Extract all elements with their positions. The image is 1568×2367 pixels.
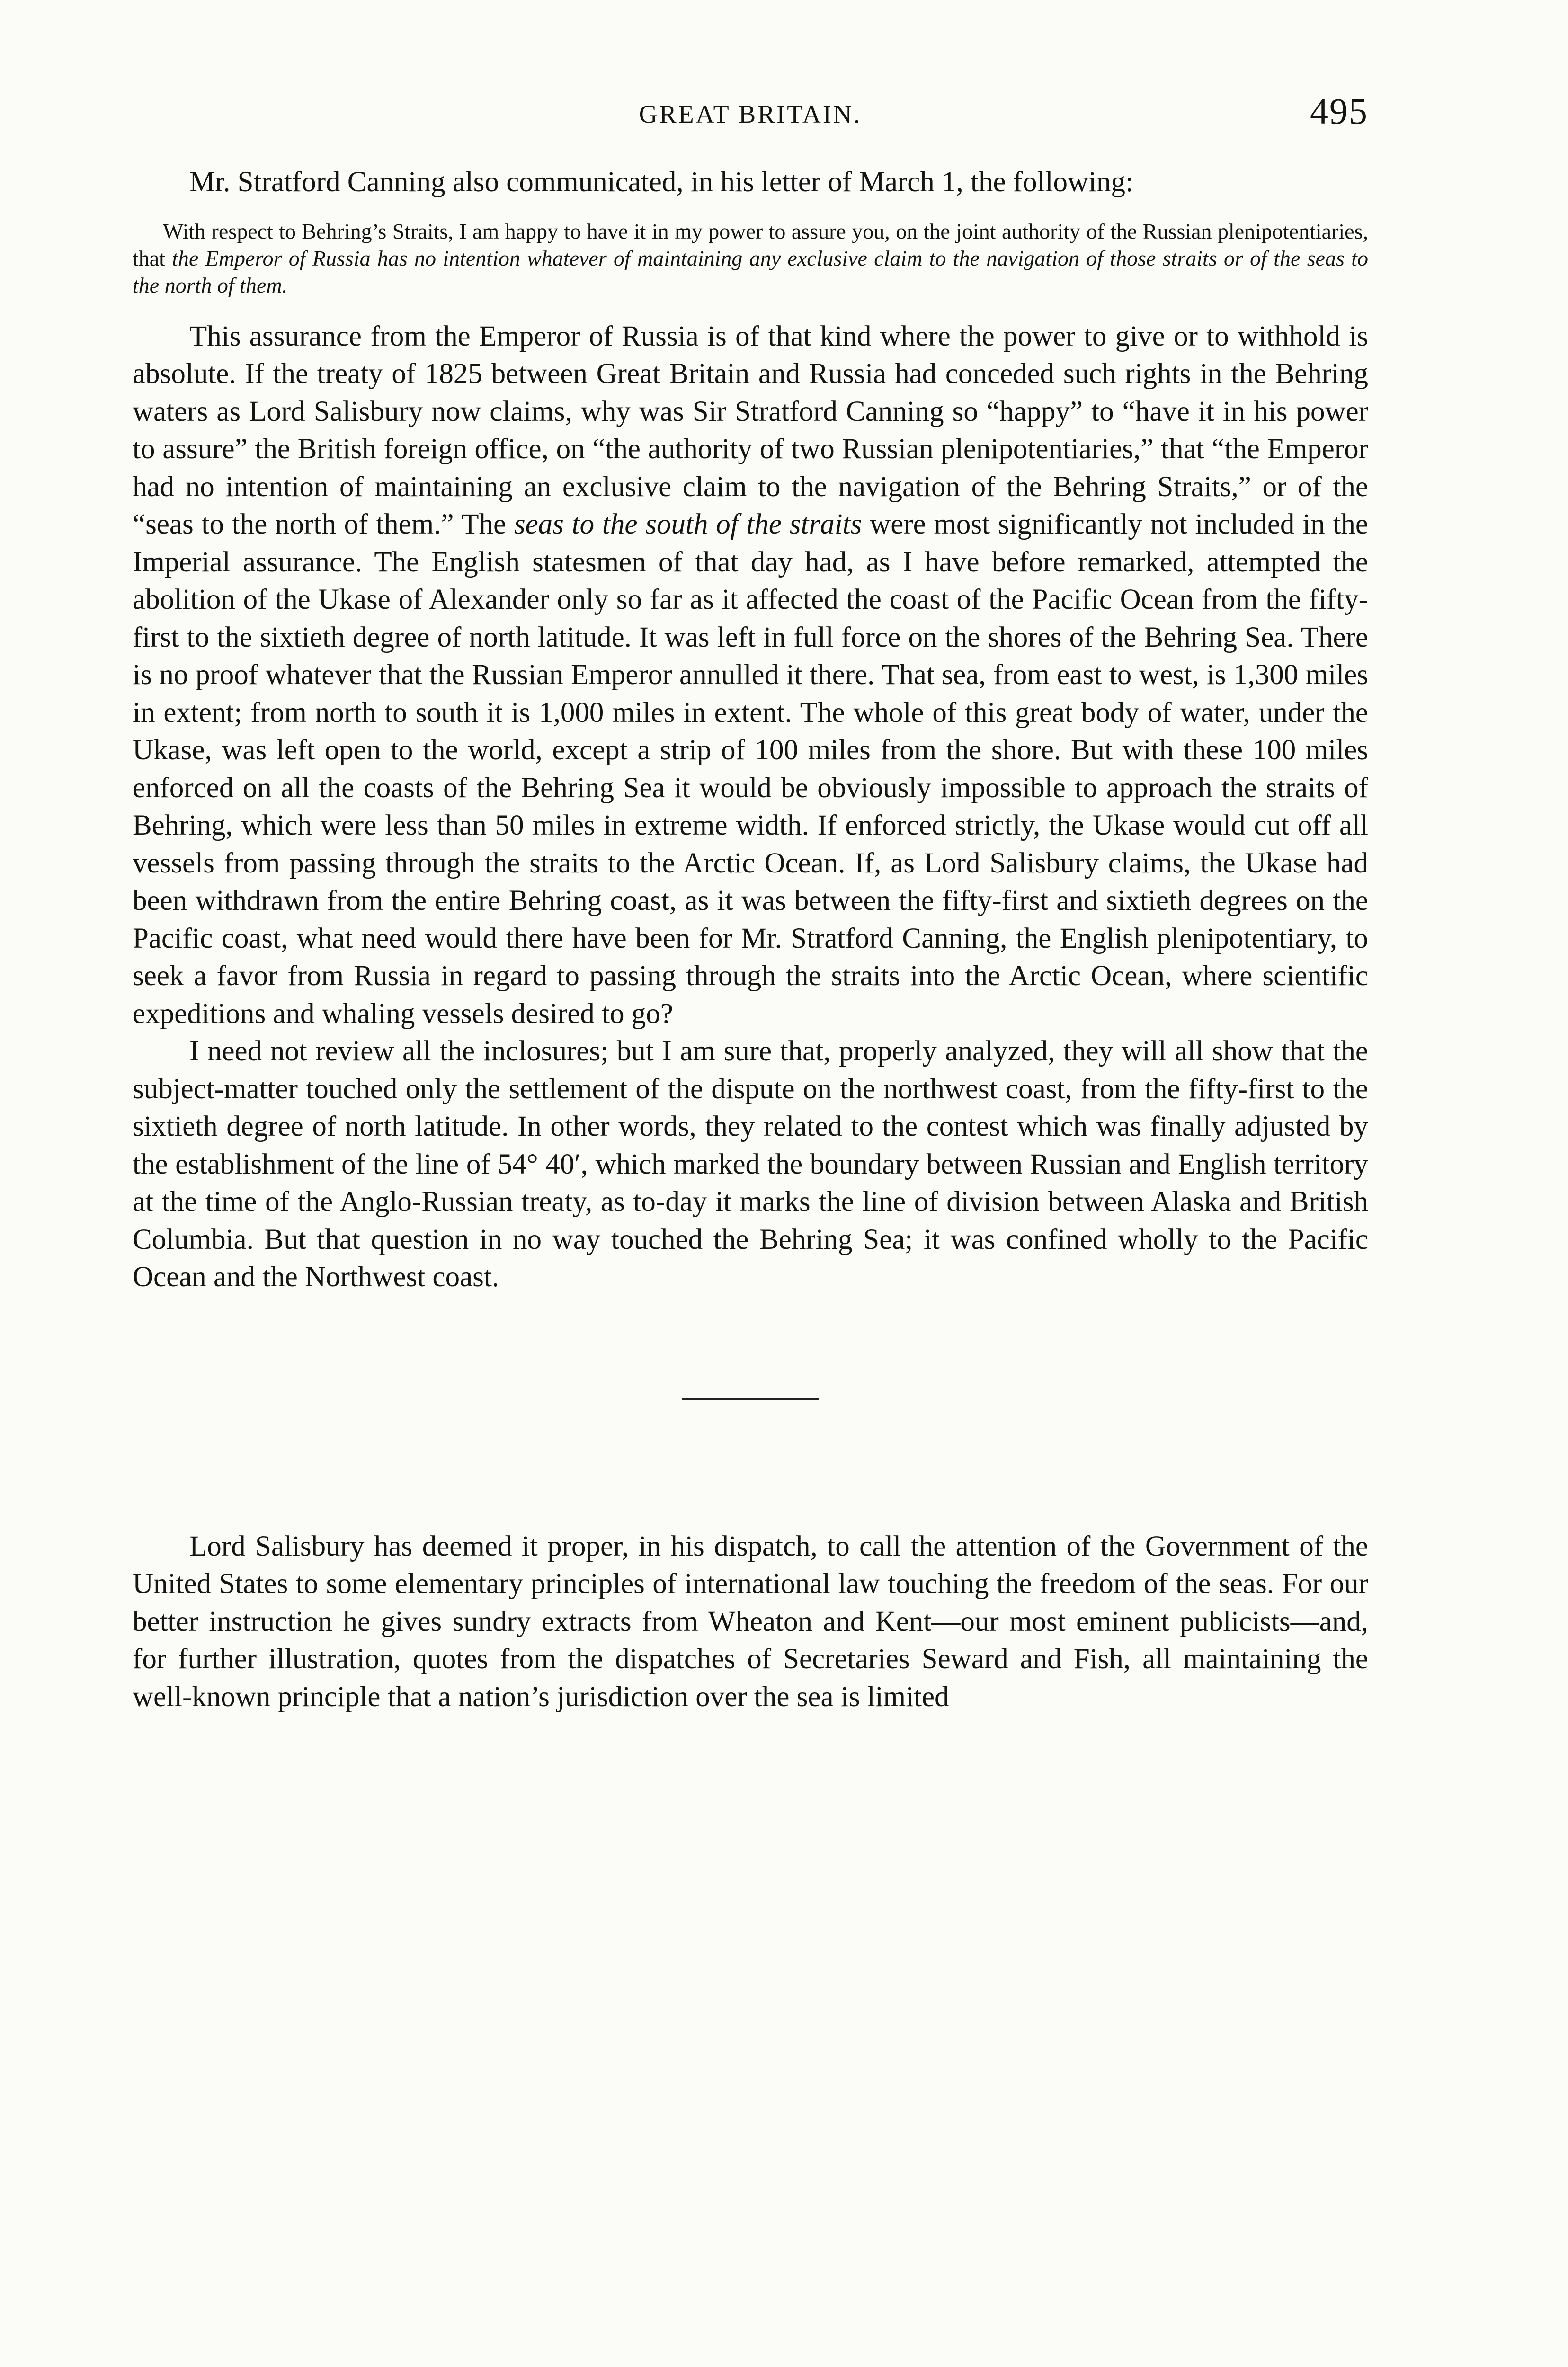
para1-text-after: were most significantly not included in the Imperial assurance. The English statesmen of that day had, as I have before remarked, attempted the abolition of the Ukase of Alexander only so far as it affected the coast of the Pacific Ocean from the fifty-first to the sixtieth degree of north latitude. It was left in full force on the shores of the Behring Sea. There is no proof whatever that the Russian Emperor annulled it there. That sea, from east to west, is 1,300 miles in extent; from north to south it is 1,000 miles in extent. The whole of this great body of water, under the Ukase, was left open to the world, except a strip of 100 miles from the shore. But with these 100 miles enforced on all the coasts of the Behring Sea it would be obviously impossible to approach the straits of Behring, which were less than 50 miles in extreme width. If enforced strictly, the Ukase would cut off all vessels from passing through the straits to the Arctic Ocean. If, as Lord Salisbury claims, the Ukase had been withdrawn from the entire Behring coast, as it was between the fifty-first and sixtieth degrees on the Pacific coast, what need would there have been for Mr. Stratford Canning, the English plenipotentiary, to seek a favor from Russia in regard to passing through the straits into the Arctic Ocean, where scientific expeditions and whaling vessels desired to go?: [133, 508, 1368, 1030]
section-divider-rule: [682, 1398, 819, 1400]
body-paragraph-1: [133, 318, 1368, 1033]
block-quotation: [133, 218, 1368, 299]
quote-text: With respect to Behring’s Straits, I am happy to have it in my power to assure you, on the joint authority of the Russian plenipotentiaries, that: [133, 219, 1368, 270]
running-title: GREAT BRITAIN.: [639, 100, 862, 128]
page-number: 495: [1310, 90, 1368, 132]
body-paragraph-3: Lord Salisbury has deemed it proper, in his dispatch, to call the attention of the Government of the United States to some elementary principles of international law touching the freedom of the seas. For our better instruction he gives sundry extracts from Wheaton and Kent—our most eminent publicists—and, for further illustration, quotes from the dispatches of Secretaries Seward and Fish, all maintaining the well-known principle that a nation’s jurisdiction over the sea is limited: [133, 1530, 1368, 1713]
para1-text-before: This assurance from the Emperor of Russia is of that kind where the power to give or to withhold is absolute. If the treaty of 1825 between Great Britain and Russia had conceded such rights in the Behring waters as Lord Salisbury now claims, why was Sir Stratford Canning so “happy” to “have it in his power to assure” the British foreign office, on “the authority of two Russian plenipotentiaries,” that “the Emperor had no intention of maintaining an exclusive claim to the navigation of the Behring Straits,” or of the “seas to the north of them.” The: [133, 320, 1368, 540]
quote-italic-text: the Emperor of Russia has no intention whatever of maintaining any exclusive claim to the navigation of those straits or of the seas to the north of them.: [133, 246, 1368, 297]
book-page: [133, 90, 1368, 1716]
intro-paragraph: Mr. Stratford Canning also communicated, in his letter of March 1, the following:: [189, 166, 1133, 198]
body-paragraph-2: I need not review all the inclosures; but I am sure that, properly analyzed, they will all show that the subject-matter touched only the settlement of the dispute on the northwest coast, from the fifty-first to the sixtieth degree of north latitude. In other words, they related to the contest which was finally adjusted by the establishment of the line of 54° 40′, which marked the boundary between Russian and English territory at the time of the Anglo-Russian treaty, as to-day it marks the line of division between Alaska and British Columbia. But that question in no way touched the Behring Sea; it was confined wholly to the Pacific Ocean and the Northwest coast.: [133, 1035, 1368, 1293]
para1-italic-text: seas to the south of the straits: [514, 508, 862, 540]
running-header: [133, 90, 1368, 137]
